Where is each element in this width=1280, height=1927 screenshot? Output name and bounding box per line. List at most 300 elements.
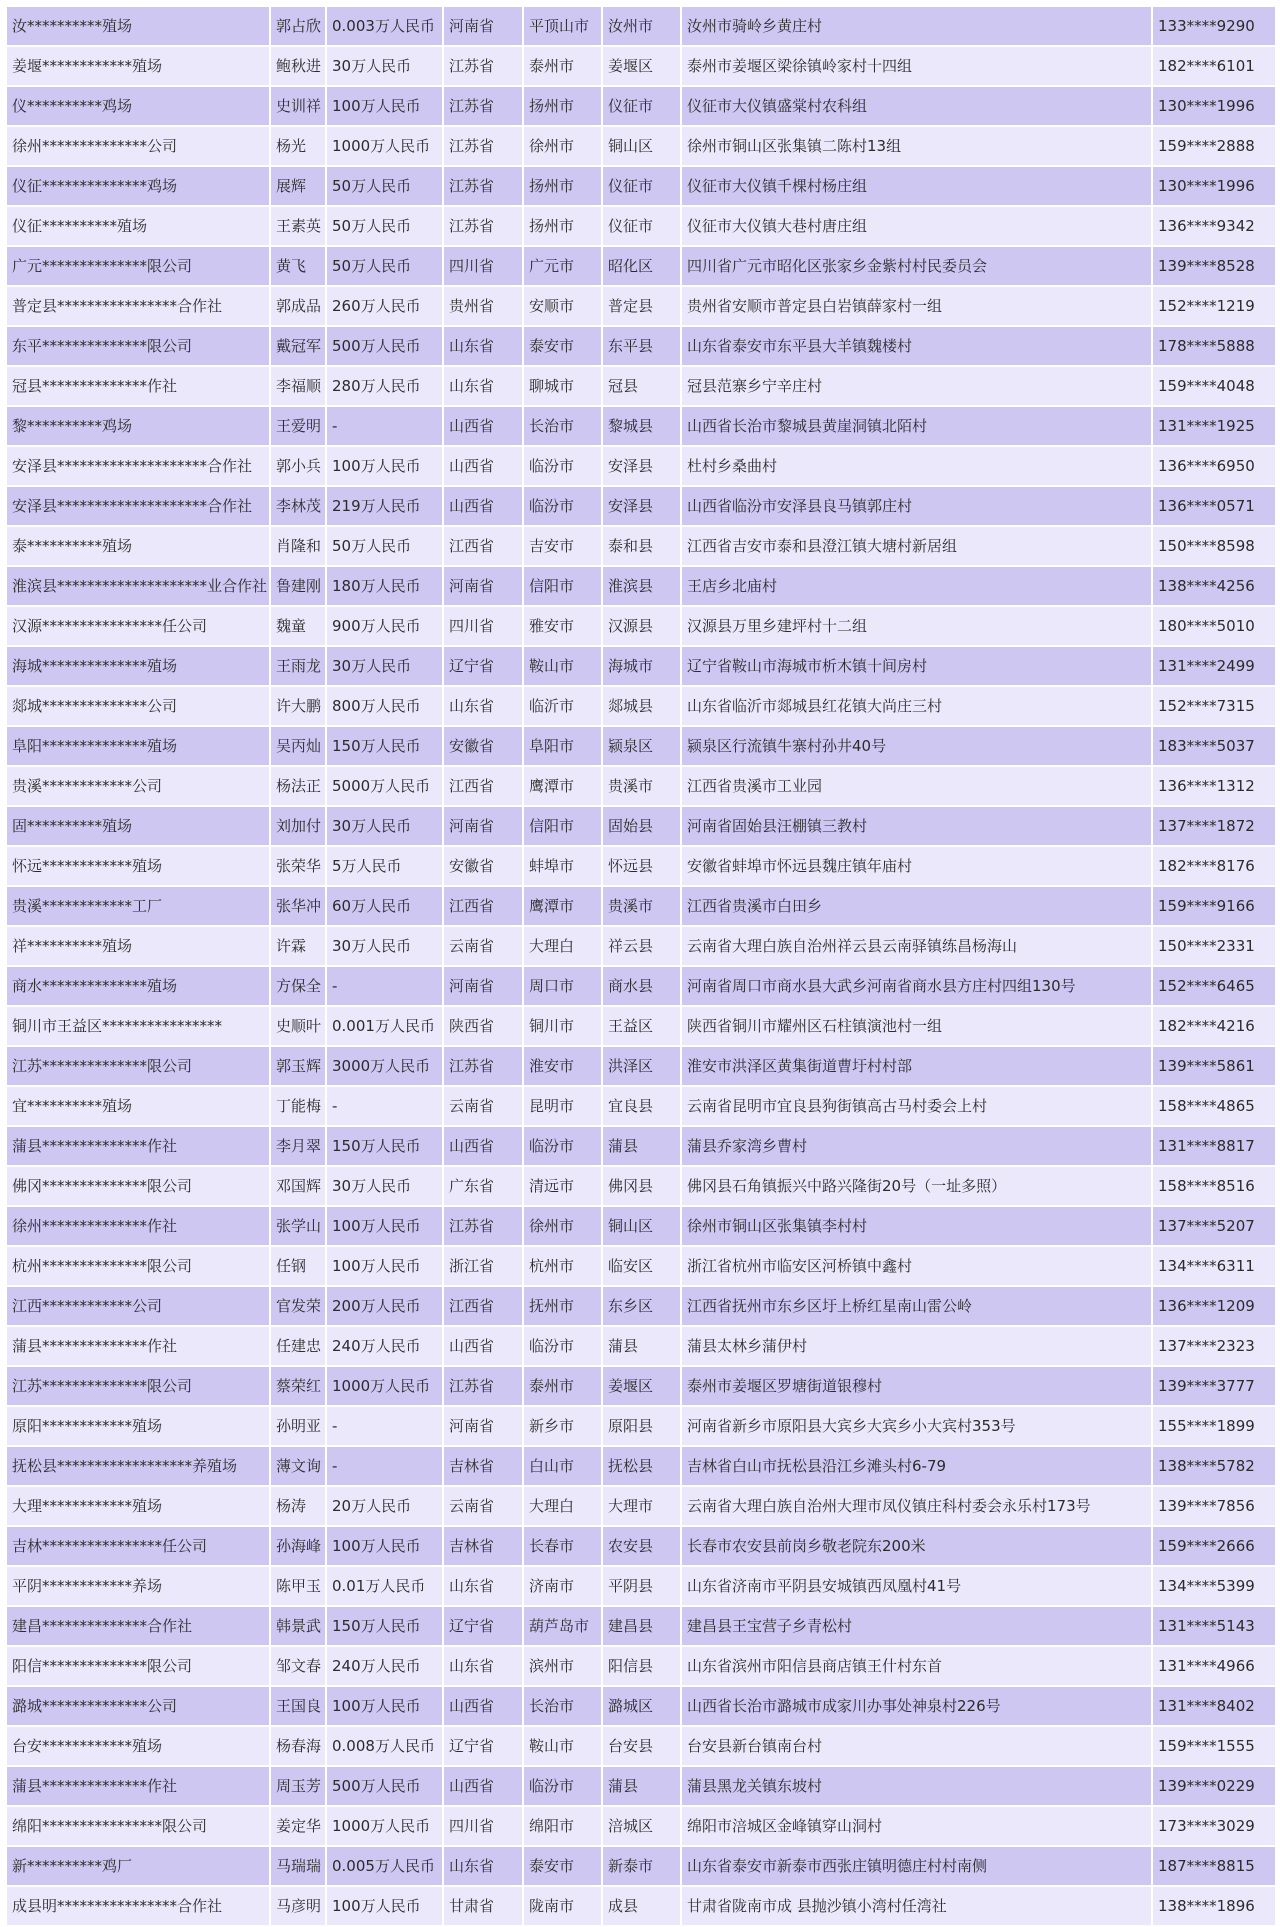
legal-rep-cell: 黄飞 xyxy=(270,246,326,286)
district-cell: 涪城区 xyxy=(602,1806,681,1846)
legal-rep-cell: 杨涛 xyxy=(270,1486,326,1526)
province-cell: 四川省 xyxy=(443,246,523,286)
legal-rep-cell: 史训祥 xyxy=(270,86,326,126)
table-row xyxy=(6,1886,1276,1926)
phone-cell: 182****6101 xyxy=(1152,46,1276,86)
district-cell: 昭化区 xyxy=(602,246,681,286)
district-cell: 冠县 xyxy=(602,366,681,406)
legal-rep-cell: 丁能梅 xyxy=(270,1086,326,1126)
table-row xyxy=(6,806,1276,846)
province-cell: 山西省 xyxy=(443,486,523,526)
capital-cell: 100万人民币 xyxy=(326,86,443,126)
province-cell: 河南省 xyxy=(443,1406,523,1446)
company-name-cell: 冠县**************作社 xyxy=(6,366,270,406)
district-cell: 贵溪市 xyxy=(602,766,681,806)
legal-rep-cell: 王素英 xyxy=(270,206,326,246)
city-cell: 聊城市 xyxy=(523,366,602,406)
capital-cell: 200万人民币 xyxy=(326,1286,443,1326)
table-row xyxy=(6,766,1276,806)
district-cell: 铜山区 xyxy=(602,126,681,166)
table-row xyxy=(6,926,1276,966)
table-row xyxy=(6,1606,1276,1646)
city-cell: 平顶山市 xyxy=(523,6,602,46)
city-cell: 白山市 xyxy=(523,1446,602,1486)
city-cell: 扬州市 xyxy=(523,206,602,246)
capital-cell: 150万人民币 xyxy=(326,726,443,766)
province-cell: 四川省 xyxy=(443,606,523,646)
company-name-cell: 江西************公司 xyxy=(6,1286,270,1326)
legal-rep-cell: 刘加付 xyxy=(270,806,326,846)
city-cell: 广元市 xyxy=(523,246,602,286)
city-cell: 葫芦岛市 xyxy=(523,1606,602,1646)
table-row xyxy=(6,1686,1276,1726)
table-row xyxy=(6,6,1276,46)
company-name-cell: 铜川市王益区**************** xyxy=(6,1006,270,1046)
table-row xyxy=(6,46,1276,86)
province-cell: 山西省 xyxy=(443,446,523,486)
district-cell: 怀远县 xyxy=(602,846,681,886)
capital-cell: 0.005万人民币 xyxy=(326,1846,443,1886)
capital-cell: 1000万人民币 xyxy=(326,126,443,166)
province-cell: 贵州省 xyxy=(443,286,523,326)
company-name-cell: 仪**********鸡场 xyxy=(6,86,270,126)
legal-rep-cell: 邓国辉 xyxy=(270,1166,326,1206)
phone-cell: 137****5207 xyxy=(1152,1206,1276,1246)
capital-cell: - xyxy=(326,1406,443,1446)
province-cell: 浙江省 xyxy=(443,1246,523,1286)
company-name-cell: 姜堰************殖场 xyxy=(6,46,270,86)
province-cell: 吉林省 xyxy=(443,1446,523,1486)
address-cell: 台安县新台镇南台村 xyxy=(681,1726,1152,1766)
district-cell: 佛冈县 xyxy=(602,1166,681,1206)
phone-cell: 182****4216 xyxy=(1152,1006,1276,1046)
city-cell: 信阳市 xyxy=(523,566,602,606)
legal-rep-cell: 王雨龙 xyxy=(270,646,326,686)
company-name-cell: 建昌**************合作社 xyxy=(6,1606,270,1646)
company-name-cell: 安泽县********************合作社 xyxy=(6,446,270,486)
province-cell: 山西省 xyxy=(443,406,523,446)
capital-cell: 30万人民币 xyxy=(326,1166,443,1206)
province-cell: 山东省 xyxy=(443,1566,523,1606)
capital-cell: 20万人民币 xyxy=(326,1486,443,1526)
legal-rep-cell: 戴冠军 xyxy=(270,326,326,366)
company-name-cell: 抚松县******************养殖场 xyxy=(6,1446,270,1486)
address-cell: 山东省泰安市东平县大羊镇魏楼村 xyxy=(681,326,1152,366)
city-cell: 徐州市 xyxy=(523,1206,602,1246)
company-name-cell: 安泽县********************合作社 xyxy=(6,486,270,526)
district-cell: 海城市 xyxy=(602,646,681,686)
city-cell: 临汾市 xyxy=(523,1326,602,1366)
phone-cell: 136****0571 xyxy=(1152,486,1276,526)
address-cell: 河南省固始县汪棚镇三教村 xyxy=(681,806,1152,846)
address-cell: 陕西省铜川市耀州区石柱镇演池村一组 xyxy=(681,1006,1152,1046)
phone-cell: 183****5037 xyxy=(1152,726,1276,766)
province-cell: 山西省 xyxy=(443,1686,523,1726)
table-row xyxy=(6,1006,1276,1046)
company-name-cell: 海城**************殖场 xyxy=(6,646,270,686)
city-cell: 泰州市 xyxy=(523,46,602,86)
province-cell: 云南省 xyxy=(443,1486,523,1526)
city-cell: 蚌埠市 xyxy=(523,846,602,886)
city-cell: 周口市 xyxy=(523,966,602,1006)
legal-rep-cell: 韩景武 xyxy=(270,1606,326,1646)
city-cell: 信阳市 xyxy=(523,806,602,846)
address-cell: 江西省贵溪市白田乡 xyxy=(681,886,1152,926)
phone-cell: 134****5399 xyxy=(1152,1566,1276,1606)
legal-rep-cell: 魏童 xyxy=(270,606,326,646)
phone-cell: 159****1555 xyxy=(1152,1726,1276,1766)
district-cell: 郯城县 xyxy=(602,686,681,726)
address-cell: 山东省临沂市郯城县红花镇大尚庄三村 xyxy=(681,686,1152,726)
company-name-cell: 江苏**************限公司 xyxy=(6,1366,270,1406)
phone-cell: 131****4966 xyxy=(1152,1646,1276,1686)
city-cell: 大理白 xyxy=(523,1486,602,1526)
legal-rep-cell: 郭占欣 xyxy=(270,6,326,46)
city-cell: 泰州市 xyxy=(523,1366,602,1406)
legal-rep-cell: 张学山 xyxy=(270,1206,326,1246)
table-row xyxy=(6,1846,1276,1886)
district-cell: 农安县 xyxy=(602,1526,681,1566)
table-row xyxy=(6,966,1276,1006)
table-row xyxy=(6,1126,1276,1166)
address-cell: 山东省滨州市阳信县商店镇王什村东首 xyxy=(681,1646,1152,1686)
table-row xyxy=(6,206,1276,246)
capital-cell: 50万人民币 xyxy=(326,166,443,206)
city-cell: 徐州市 xyxy=(523,126,602,166)
phone-cell: 159****4048 xyxy=(1152,366,1276,406)
legal-rep-cell: 郭小兵 xyxy=(270,446,326,486)
phone-cell: 159****2666 xyxy=(1152,1526,1276,1566)
legal-rep-cell: 李林茂 xyxy=(270,486,326,526)
company-name-cell: 广元**************限公司 xyxy=(6,246,270,286)
company-name-cell: 贵溪************公司 xyxy=(6,766,270,806)
province-cell: 陕西省 xyxy=(443,1006,523,1046)
district-cell: 泰和县 xyxy=(602,526,681,566)
legal-rep-cell: 郭成品 xyxy=(270,286,326,326)
legal-rep-cell: 王国良 xyxy=(270,1686,326,1726)
company-name-cell: 大理************殖场 xyxy=(6,1486,270,1526)
district-cell: 蒲县 xyxy=(602,1766,681,1806)
legal-rep-cell: 姜定华 xyxy=(270,1806,326,1846)
city-cell: 泰安市 xyxy=(523,326,602,366)
capital-cell: 60万人民币 xyxy=(326,886,443,926)
province-cell: 河南省 xyxy=(443,966,523,1006)
table-row xyxy=(6,1646,1276,1686)
company-name-cell: 原阳************殖场 xyxy=(6,1406,270,1446)
district-cell: 宜良县 xyxy=(602,1086,681,1126)
district-cell: 洪泽区 xyxy=(602,1046,681,1086)
company-name-cell: 江苏**************限公司 xyxy=(6,1046,270,1086)
table-row xyxy=(6,446,1276,486)
district-cell: 临安区 xyxy=(602,1246,681,1286)
capital-cell: 100万人民币 xyxy=(326,1526,443,1566)
province-cell: 江苏省 xyxy=(443,86,523,126)
phone-cell: 136****9342 xyxy=(1152,206,1276,246)
company-name-cell: 汉源****************任公司 xyxy=(6,606,270,646)
phone-cell: 133****9290 xyxy=(1152,6,1276,46)
table-row xyxy=(6,1326,1276,1366)
capital-cell: 240万人民币 xyxy=(326,1646,443,1686)
province-cell: 四川省 xyxy=(443,1806,523,1846)
company-name-cell: 仪征**********殖场 xyxy=(6,206,270,246)
capital-cell: 100万人民币 xyxy=(326,446,443,486)
capital-cell: 50万人民币 xyxy=(326,526,443,566)
capital-cell: 50万人民币 xyxy=(326,246,443,286)
legal-rep-cell: 展辉 xyxy=(270,166,326,206)
capital-cell: 500万人民币 xyxy=(326,1766,443,1806)
company-name-cell: 阜阳**************殖场 xyxy=(6,726,270,766)
capital-cell: 0.001万人民币 xyxy=(326,1006,443,1046)
phone-cell: 139****7856 xyxy=(1152,1486,1276,1526)
table-row xyxy=(6,1446,1276,1486)
company-name-cell: 东平**************限公司 xyxy=(6,326,270,366)
province-cell: 安徽省 xyxy=(443,846,523,886)
phone-cell: 182****8176 xyxy=(1152,846,1276,886)
company-name-cell: 怀远************殖场 xyxy=(6,846,270,886)
district-cell: 祥云县 xyxy=(602,926,681,966)
table-row xyxy=(6,126,1276,166)
province-cell: 河南省 xyxy=(443,806,523,846)
district-cell: 大理市 xyxy=(602,1486,681,1526)
province-cell: 河南省 xyxy=(443,566,523,606)
legal-rep-cell: 鲁建刚 xyxy=(270,566,326,606)
province-cell: 云南省 xyxy=(443,926,523,966)
legal-rep-cell: 任钢 xyxy=(270,1246,326,1286)
table-row xyxy=(6,86,1276,126)
table-row xyxy=(6,1566,1276,1606)
phone-cell: 159****2888 xyxy=(1152,126,1276,166)
address-cell: 冠县范寨乡宁辛庄村 xyxy=(681,366,1152,406)
table-row xyxy=(6,1166,1276,1206)
capital-cell: 100万人民币 xyxy=(326,1206,443,1246)
district-cell: 姜堰区 xyxy=(602,46,681,86)
table-row xyxy=(6,1766,1276,1806)
phone-cell: 138****1896 xyxy=(1152,1886,1276,1926)
district-cell: 普定县 xyxy=(602,286,681,326)
city-cell: 临沂市 xyxy=(523,686,602,726)
table-row xyxy=(6,1086,1276,1126)
city-cell: 滨州市 xyxy=(523,1646,602,1686)
phone-cell: 150****8598 xyxy=(1152,526,1276,566)
province-cell: 山西省 xyxy=(443,1766,523,1806)
address-cell: 云南省昆明市宜良县狗街镇高古马村委会上村 xyxy=(681,1086,1152,1126)
address-cell: 建昌县王宝营子乡青松村 xyxy=(681,1606,1152,1646)
province-cell: 吉林省 xyxy=(443,1526,523,1566)
table-row xyxy=(6,1366,1276,1406)
legal-rep-cell: 史顺叶 xyxy=(270,1006,326,1046)
phone-cell: 158****8516 xyxy=(1152,1166,1276,1206)
capital-cell: 30万人民币 xyxy=(326,646,443,686)
capital-cell: 0.01万人民币 xyxy=(326,1566,443,1606)
city-cell: 临汾市 xyxy=(523,446,602,486)
phone-cell: 134****6311 xyxy=(1152,1246,1276,1286)
company-name-cell: 汝**********殖场 xyxy=(6,6,270,46)
city-cell: 安顺市 xyxy=(523,286,602,326)
phone-cell: 180****5010 xyxy=(1152,606,1276,646)
city-cell: 扬州市 xyxy=(523,86,602,126)
company-name-cell: 吉林****************任公司 xyxy=(6,1526,270,1566)
district-cell: 王益区 xyxy=(602,1006,681,1046)
district-cell: 新泰市 xyxy=(602,1846,681,1886)
legal-rep-cell: 鲍秋进 xyxy=(270,46,326,86)
phone-cell: 159****9166 xyxy=(1152,886,1276,926)
table-row xyxy=(6,1046,1276,1086)
address-cell: 四川省广元市昭化区张家乡金紫村村民委员会 xyxy=(681,246,1152,286)
phone-cell: 139****5861 xyxy=(1152,1046,1276,1086)
table-row xyxy=(6,246,1276,286)
company-name-cell: 平阴************养场 xyxy=(6,1566,270,1606)
capital-cell: 240万人民币 xyxy=(326,1326,443,1366)
table-row xyxy=(6,886,1276,926)
legal-rep-cell: 杨春海 xyxy=(270,1726,326,1766)
legal-rep-cell: 陈甲玉 xyxy=(270,1566,326,1606)
company-name-cell: 蒲县**************作社 xyxy=(6,1326,270,1366)
address-cell: 蒲县太林乡蒲伊村 xyxy=(681,1326,1152,1366)
phone-cell: 136****1312 xyxy=(1152,766,1276,806)
capital-cell: 900万人民币 xyxy=(326,606,443,646)
table-body xyxy=(6,6,1276,1926)
province-cell: 山东省 xyxy=(443,326,523,366)
district-cell: 仪征市 xyxy=(602,206,681,246)
district-cell: 台安县 xyxy=(602,1726,681,1766)
phone-cell: 139****0229 xyxy=(1152,1766,1276,1806)
company-name-cell: 成县明****************合作社 xyxy=(6,1886,270,1926)
company-name-cell: 普定县****************合作社 xyxy=(6,286,270,326)
phone-cell: 139****8528 xyxy=(1152,246,1276,286)
province-cell: 江西省 xyxy=(443,1286,523,1326)
phone-cell: 152****6465 xyxy=(1152,966,1276,1006)
legal-rep-cell: 杨法正 xyxy=(270,766,326,806)
capital-cell: 50万人民币 xyxy=(326,206,443,246)
company-name-cell: 蒲县**************作社 xyxy=(6,1126,270,1166)
capital-cell: 0.008万人民币 xyxy=(326,1726,443,1766)
phone-cell: 136****1209 xyxy=(1152,1286,1276,1326)
city-cell: 长春市 xyxy=(523,1526,602,1566)
district-cell: 原阳县 xyxy=(602,1406,681,1446)
company-name-cell: 佛冈**************限公司 xyxy=(6,1166,270,1206)
province-cell: 河南省 xyxy=(443,6,523,46)
address-cell: 辽宁省鞍山市海城市析木镇十间房村 xyxy=(681,646,1152,686)
legal-rep-cell: 马瑞瑞 xyxy=(270,1846,326,1886)
address-cell: 吉林省白山市抚松县沿江乡滩头村6-79 xyxy=(681,1446,1152,1486)
company-name-cell: 宜**********殖场 xyxy=(6,1086,270,1126)
address-cell: 仪征市大仪镇盛棠村农科组 xyxy=(681,86,1152,126)
city-cell: 抚州市 xyxy=(523,1286,602,1326)
company-name-cell: 泰**********殖场 xyxy=(6,526,270,566)
table-row xyxy=(6,1206,1276,1246)
district-cell: 平阴县 xyxy=(602,1566,681,1606)
capital-cell: - xyxy=(326,406,443,446)
district-cell: 黎城县 xyxy=(602,406,681,446)
company-name-cell: 新**********鸡厂 xyxy=(6,1846,270,1886)
capital-cell: 3000万人民币 xyxy=(326,1046,443,1086)
city-cell: 鹰潭市 xyxy=(523,766,602,806)
province-cell: 江苏省 xyxy=(443,126,523,166)
phone-cell: 131****8402 xyxy=(1152,1686,1276,1726)
province-cell: 山西省 xyxy=(443,1326,523,1366)
district-cell: 蒲县 xyxy=(602,1126,681,1166)
district-cell: 仪征市 xyxy=(602,166,681,206)
province-cell: 甘肃省 xyxy=(443,1886,523,1926)
phone-cell: 137****1872 xyxy=(1152,806,1276,846)
province-cell: 辽宁省 xyxy=(443,1726,523,1766)
legal-rep-cell: 李福顺 xyxy=(270,366,326,406)
company-name-cell: 台安************殖场 xyxy=(6,1726,270,1766)
phone-cell: 131****8817 xyxy=(1152,1126,1276,1166)
address-cell: 河南省新乡市原阳县大宾乡大宾乡小大宾村353号 xyxy=(681,1406,1152,1446)
legal-rep-cell: 杨光 xyxy=(270,126,326,166)
phone-cell: 131****2499 xyxy=(1152,646,1276,686)
province-cell: 山东省 xyxy=(443,1846,523,1886)
city-cell: 鹰潭市 xyxy=(523,886,602,926)
province-cell: 辽宁省 xyxy=(443,1606,523,1646)
address-cell: 山西省长治市潞城市成家川办事处神泉村226号 xyxy=(681,1686,1152,1726)
city-cell: 鞍山市 xyxy=(523,1726,602,1766)
phone-cell: 130****1996 xyxy=(1152,166,1276,206)
capital-cell: - xyxy=(326,1086,443,1126)
legal-rep-cell: 许霖 xyxy=(270,926,326,966)
legal-rep-cell: 孙海峰 xyxy=(270,1526,326,1566)
province-cell: 安徽省 xyxy=(443,726,523,766)
address-cell: 颍泉区行流镇牛寨村孙井40号 xyxy=(681,726,1152,766)
address-cell: 泰州市姜堰区罗塘街道银穆村 xyxy=(681,1366,1152,1406)
province-cell: 江苏省 xyxy=(443,1366,523,1406)
phone-cell: 137****2323 xyxy=(1152,1326,1276,1366)
legal-rep-cell: 马彦明 xyxy=(270,1886,326,1926)
capital-cell: 260万人民币 xyxy=(326,286,443,326)
province-cell: 江西省 xyxy=(443,526,523,566)
legal-rep-cell: 方保全 xyxy=(270,966,326,1006)
company-name-cell: 祥**********殖场 xyxy=(6,926,270,966)
capital-cell: 150万人民币 xyxy=(326,1126,443,1166)
district-cell: 淮滨县 xyxy=(602,566,681,606)
address-cell: 佛冈县石角镇振兴中路兴隆街20号（一址多照） xyxy=(681,1166,1152,1206)
city-cell: 清远市 xyxy=(523,1166,602,1206)
table-row xyxy=(6,1726,1276,1766)
capital-cell: - xyxy=(326,966,443,1006)
district-cell: 东平县 xyxy=(602,326,681,366)
district-cell: 安泽县 xyxy=(602,486,681,526)
district-cell: 安泽县 xyxy=(602,446,681,486)
district-cell: 仪征市 xyxy=(602,86,681,126)
company-name-cell: 杭州**************限公司 xyxy=(6,1246,270,1286)
capital-cell: 1000万人民币 xyxy=(326,1366,443,1406)
capital-cell: 1000万人民币 xyxy=(326,1806,443,1846)
phone-cell: 138****5782 xyxy=(1152,1446,1276,1486)
capital-cell: 150万人民币 xyxy=(326,1606,443,1646)
company-table xyxy=(5,5,1277,1927)
address-cell: 江西省吉安市泰和县澄江镇大塘村新居组 xyxy=(681,526,1152,566)
address-cell: 淮安市洪泽区黄集街道曹圩村村部 xyxy=(681,1046,1152,1086)
company-name-cell: 仪征**************鸡场 xyxy=(6,166,270,206)
table-row xyxy=(6,406,1276,446)
table-row xyxy=(6,1246,1276,1286)
city-cell: 临汾市 xyxy=(523,486,602,526)
phone-cell: 178****5888 xyxy=(1152,326,1276,366)
table-row xyxy=(6,1486,1276,1526)
capital-cell: 280万人民币 xyxy=(326,366,443,406)
city-cell: 新乡市 xyxy=(523,1406,602,1446)
district-cell: 固始县 xyxy=(602,806,681,846)
address-cell: 云南省大理白族自治州大理市凤仪镇庄科村委会永乐村173号 xyxy=(681,1486,1152,1526)
city-cell: 泰安市 xyxy=(523,1846,602,1886)
address-cell: 汝州市骑岭乡黄庄村 xyxy=(681,6,1152,46)
company-name-cell: 徐州**************公司 xyxy=(6,126,270,166)
company-name-cell: 蒲县**************作社 xyxy=(6,1766,270,1806)
table-row xyxy=(6,486,1276,526)
district-cell: 商水县 xyxy=(602,966,681,1006)
capital-cell: 800万人民币 xyxy=(326,686,443,726)
